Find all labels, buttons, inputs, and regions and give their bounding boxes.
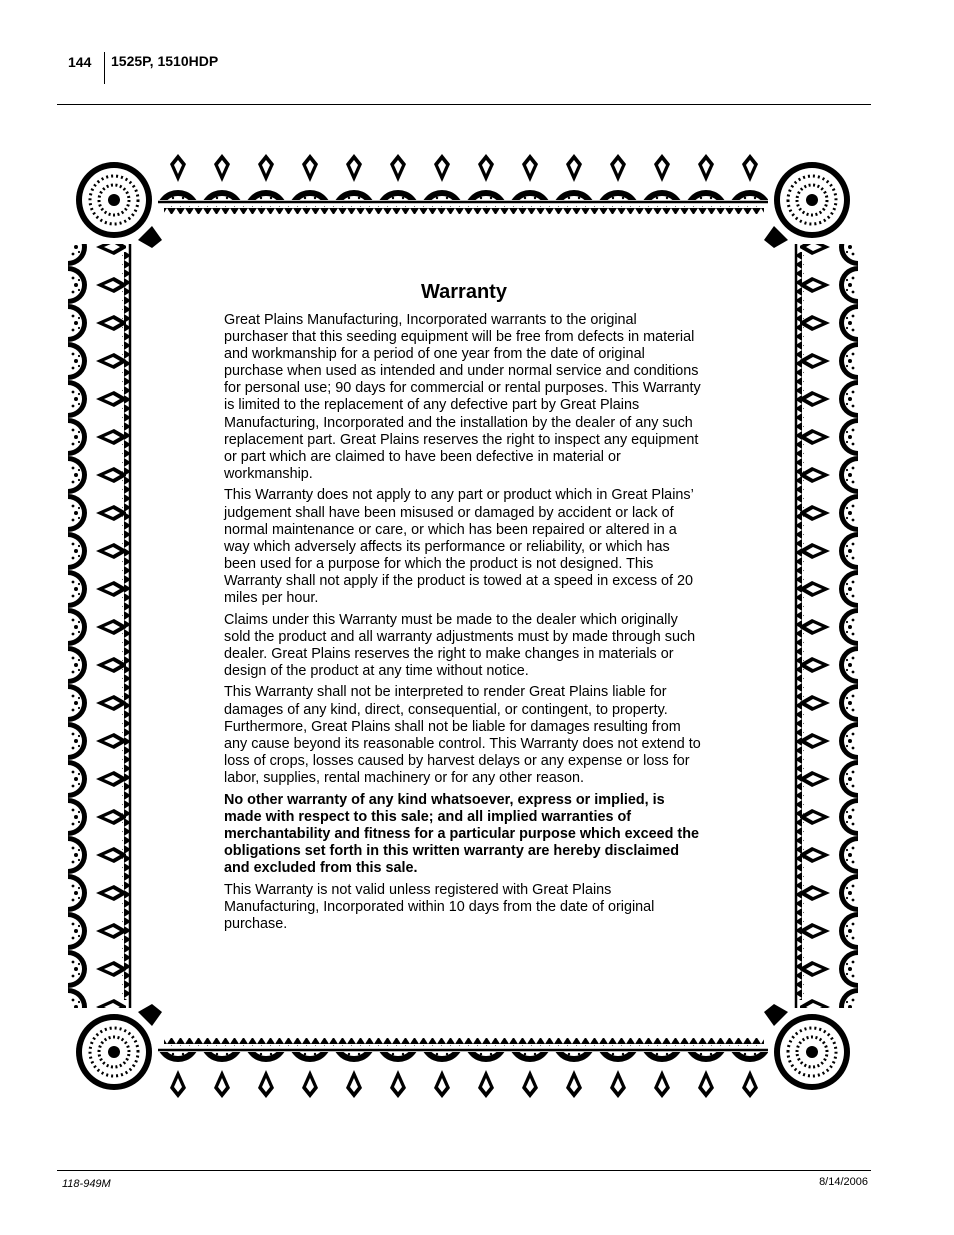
- model-name: 1525P, 1510HDP: [111, 53, 219, 69]
- warranty-paragraph-registration: This Warranty is not valid unless registered with Great Plains Manufacturing, Incorporated within 10 days from the date of original purchase.: [224, 881, 655, 932]
- warranty-content: [224, 280, 704, 937]
- corner-medallion-top-left: [76, 162, 162, 248]
- footer-rule: [57, 1170, 871, 1171]
- warranty-paragraph-exclusions: This Warranty does not apply to any part or product which in Great Plains’ judgement shall have been misused or damaged by accident or lack of normal maintenance or care, or which has been repaired or altered in a way which adversely affects its performance or reliability, or which has been used for a purpose for which the product is not designed. This Warranty shall not apply if the product is towed at a speed in excess of 20 miles per hour.: [224, 487, 694, 606]
- header-divider-vertical: [104, 52, 105, 84]
- warranty-paragraph-liability: This Warranty shall not be interpreted to render Great Plains liable for damages of any kind, direct, consequential, or contingent, to property. Furthermore, Great Plains shall not be liable for damages resulting from any cause beyond its reasonable control. This Warranty does not extend to loss of crops, losses caused by harvest delays or any expense or loss for labor, supplies, rental machinery or for any other reason.: [224, 684, 701, 786]
- warranty-paragraph-coverage: Great Plains Manufacturing, Incorporated warrants to the original purchaser that this seeding equipment will be free from defects in material and workmanship for a period of one year from the date of original purchase when used as intended and under normal service and conditions for personal use; 90 days for commercial or rental purposes. This Warranty is limited to the replacement of any defective part by Great Plains Manufacturing, Incorporated and the installation by the dealer of any such replacement part. Great Plains reserves the right to inspect any equipment or part which are claimed to have been defective in material or workmanship.: [224, 312, 701, 482]
- document-date: 8/14/2006: [819, 1176, 868, 1188]
- corner-medallion-bottom-right: [764, 1004, 850, 1090]
- warranty-title: Warranty: [421, 281, 507, 303]
- warranty-paragraph-disclaimer: No other warranty of any kind whatsoever, express or implied, is made with respect to this sale; and all implied warranties of merchantability and fitness for a particular purpose which exceed the obligations set forth in this written warranty are hereby disclaimed and excluded from this sale.: [224, 791, 700, 876]
- page-number: 144: [68, 54, 92, 70]
- corner-medallion-top-right: [764, 162, 850, 248]
- document-number: 118-949M: [62, 1178, 111, 1190]
- warranty-paragraph-claims: Claims under this Warranty must be made to the dealer which originally sold the product and all warranty adjustments must by made through such dealer. Great Plains reserves the right to make changes in materials or design of the product at any time without notice.: [224, 611, 696, 679]
- header-rule: [57, 104, 871, 105]
- corner-medallion-bottom-left: [76, 1004, 162, 1090]
